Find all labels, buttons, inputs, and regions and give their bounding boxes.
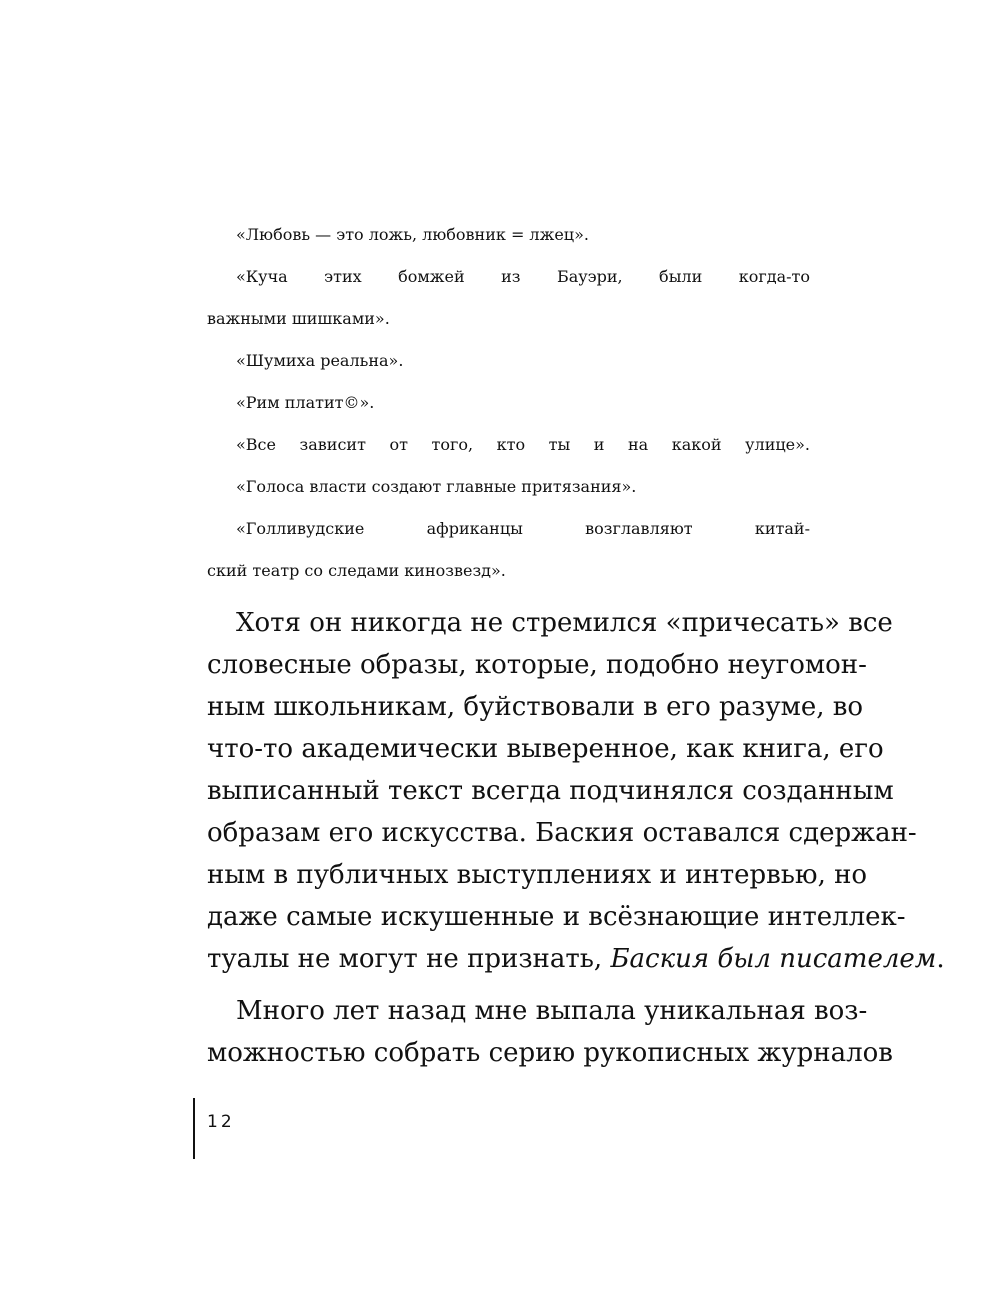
paragraph-text: туалы не могут не признать, bbox=[207, 944, 611, 974]
paragraph-line: выписанный текст всегда подчинялся созданным bbox=[207, 776, 894, 806]
quote-item bbox=[207, 466, 810, 508]
quote-item bbox=[207, 508, 810, 592]
quote-list bbox=[207, 214, 810, 592]
paragraph-line: даже самые искушенные и всёзнающие интеллек- bbox=[207, 902, 906, 932]
page-number: 12 bbox=[207, 1112, 235, 1132]
paragraph-line: ным школьникам, буйствовали в его разуме, во bbox=[207, 692, 864, 722]
paragraph-text: . bbox=[936, 944, 945, 974]
quote-item bbox=[207, 424, 810, 466]
quote-item bbox=[207, 256, 810, 340]
quote-line: важными шишками». bbox=[207, 309, 390, 328]
paragraph-line: что-то академически выверенное, как книга, его bbox=[207, 734, 884, 764]
quote-line: «Куча этих бомжей из Бауэри, были когда-то bbox=[236, 267, 810, 286]
page-text bbox=[207, 214, 945, 1074]
quote-line: «Шумиха реальна». bbox=[236, 351, 404, 370]
folio-rule bbox=[193, 1098, 195, 1159]
quote-line: «Все зависит от того, кто ты и на какой улице». bbox=[236, 435, 810, 454]
paragraph-line: словесные образы, которые, подобно неугомон- bbox=[207, 650, 867, 680]
paragraph-line: Много лет назад мне выпала уникальная воз- bbox=[236, 996, 868, 1026]
quote-line: «Любовь — это ложь, любовник = лжец». bbox=[236, 225, 589, 244]
paragraph-line: Хотя он никогда не стремился «причесать» все bbox=[236, 608, 893, 638]
paragraph-line: образам его искусства. Баския оставался сдержан- bbox=[207, 818, 917, 848]
quote-item bbox=[207, 214, 810, 256]
quote-line: «Голливудские африканцы возглавляют китай- bbox=[236, 519, 810, 538]
body-paragraph bbox=[207, 602, 945, 980]
paragraph-line: можностью собрать серию рукописных журналов bbox=[207, 1038, 893, 1068]
paragraph-line: ным в публичных выступлениях и интервью, но bbox=[207, 860, 868, 890]
quote-line: «Голоса власти создают главные притязания». bbox=[236, 477, 637, 496]
quote-item bbox=[207, 382, 810, 424]
italic-emphasis: Баския был писателем bbox=[610, 944, 937, 974]
paragraph-last-line bbox=[207, 938, 945, 980]
quote-line: «Рим платит©». bbox=[236, 393, 375, 412]
body-paragraph bbox=[207, 990, 893, 1074]
quote-item bbox=[207, 340, 810, 382]
quote-line: ский театр со следами кинозвезд». bbox=[207, 561, 506, 580]
